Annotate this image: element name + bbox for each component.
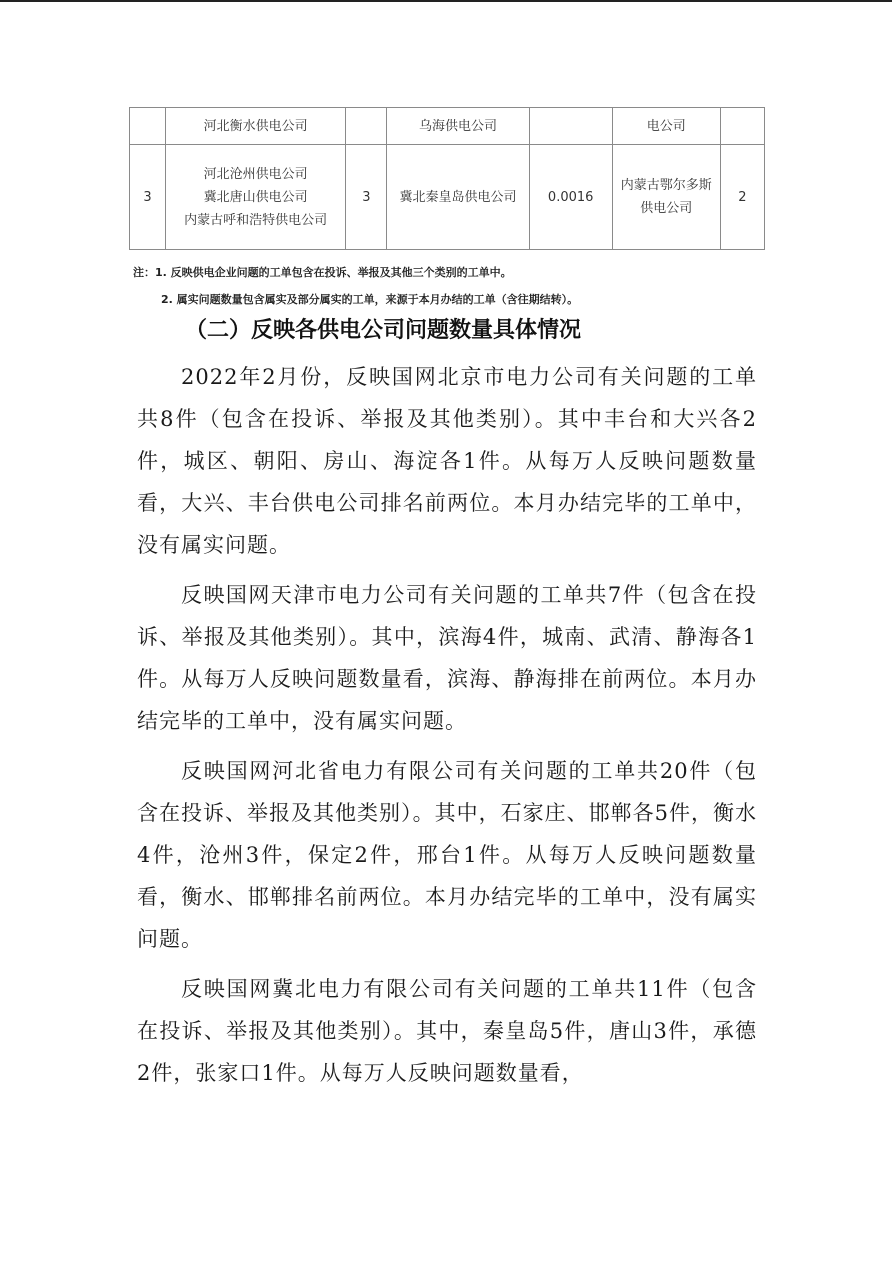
table-cell: 0.0016: [529, 145, 612, 250]
section-heading: （二）反映各供电公司问题数量具体情况: [185, 318, 582, 343]
table-cell: [720, 108, 764, 145]
table-cell: [346, 108, 387, 145]
table-cell: [130, 108, 166, 145]
ranking-table-continued: [129, 107, 765, 250]
paragraph-jibei: 反映国网冀北电力有限公司有关问题的工单共11件（包含在投诉、举报及其他类别）。其中，秦皇岛5件，唐山3件，承德2件，张家口1件。从每万人反映问题数量看，: [137, 977, 757, 1085]
table-cell: 电公司: [612, 108, 720, 145]
paragraph-tianjin: 反映国网天津市电力公司有关问题的工单共7件（包含在投诉、举报及其他类别）。其中，滨海4件，城南、武清、静海各1件。从每万人反映问题数量看，滨海、静海排在前两位。本月办结完毕的工单中，没有属实问题。: [137, 583, 757, 733]
table-cell: 河北衡水供电公司: [166, 108, 346, 145]
body-text: [137, 356, 757, 1102]
top-rule: [0, 0, 892, 2]
table-cell: 冀北秦皇岛供电公司: [387, 145, 529, 250]
table-cell: 3: [130, 145, 166, 250]
note-2: 2. 属实问题数量包含属实及部分属实的工单，来源于本月办结的工单（含往期结转）。: [161, 293, 579, 306]
table-cell: 3: [346, 145, 387, 250]
paragraph-beijing: 2022年2月份，反映国网北京市电力公司有关问题的工单共8件（包含在投诉、举报及其他类别）。其中丰台和大兴各2件，城区、朝阳、房山、海淀各1件。从每万人反映问题数量看，大兴、丰台供电公司排名前两位。本月办结完毕的工单中，没有属实问题。: [137, 365, 757, 557]
paragraph-hebei: 反映国网河北省电力有限公司有关问题的工单共20件（包含在投诉、举报及其他类别）。其中，石家庄、邯郸各5件，衡水4件，沧州3件，保定2件，邢台1件。从每万人反映问题数量看，衡水、邯郸排名前两位。本月办结完毕的工单中，没有属实问题。: [137, 759, 757, 951]
table-row: [130, 108, 765, 145]
table-cell: [529, 108, 612, 145]
table-cell: 乌海供电公司: [387, 108, 529, 145]
table-cell: 2: [720, 145, 764, 250]
note-1: 注：1. 反映供电企业问题的工单包含在投诉、举报及其他三个类别的工单中。: [133, 266, 512, 279]
table-row: [130, 145, 765, 250]
table-cell: 内蒙古鄂尔多斯供电公司: [612, 145, 720, 250]
table-notes: [133, 259, 773, 313]
table-cell: 河北沧州供电公司 冀北唐山供电公司 内蒙古呼和浩特供电公司: [166, 145, 346, 250]
